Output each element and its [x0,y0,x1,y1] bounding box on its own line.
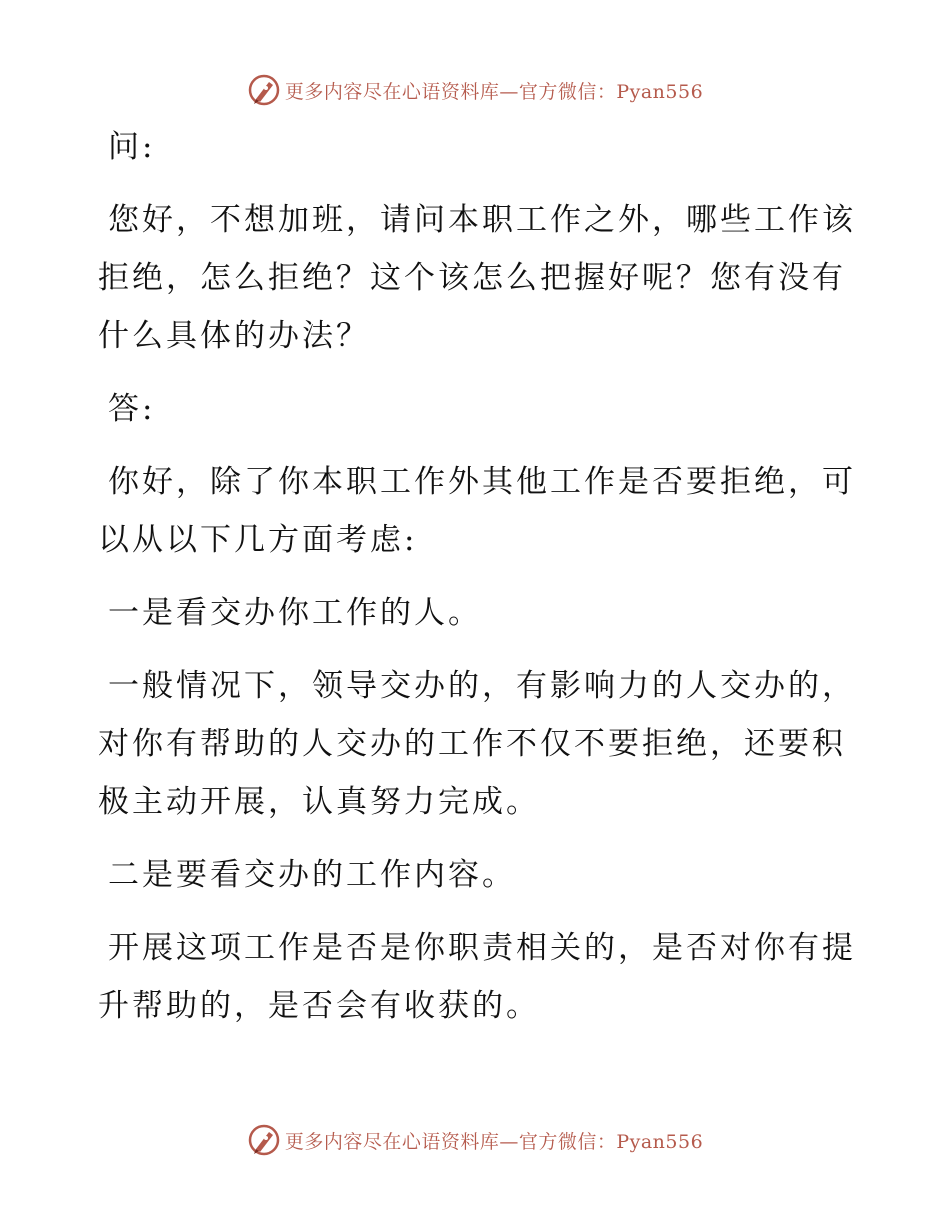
pen-logo-icon [247,1123,281,1157]
watermark-text: 更多内容尽在心语资料库—官方微信：Pyan556 [284,80,704,103]
point-two-heading: 二是要看交办的工作内容。 [108,857,516,893]
question-text: 您好，不想加班，请问本职工作之外，哪些工作该拒绝，怎么拒绝？这个该怎么把握好呢？您有没有什么具体的办法？ [98,202,856,354]
point-two-text: 开展这项工作是否是你职责相关的，是否对你有提升帮助的，是否会有收获的。 [98,930,856,1024]
watermark-text: 更多内容尽在心语资料库—官方微信：Pyan556 [284,1130,704,1153]
header-watermark [0,70,950,110]
document-body [98,118,858,1050]
footer-watermark [0,1120,950,1160]
pen-logo-icon [247,73,281,107]
answer-intro: 你好，除了你本职工作外其他工作是否要拒绝，可以从以下几方面考虑: [98,464,856,558]
answer-label: 答: [108,391,156,427]
point-one-text: 一般情况下，领导交办的，有影响力的人交办的，对你有帮助的人交办的工作不仅不要拒绝，还要积极主动开展，认真努力完成。 [98,668,856,820]
point-one-heading: 一是看交办你工作的人。 [108,595,482,631]
question-label: 问: [108,129,156,165]
